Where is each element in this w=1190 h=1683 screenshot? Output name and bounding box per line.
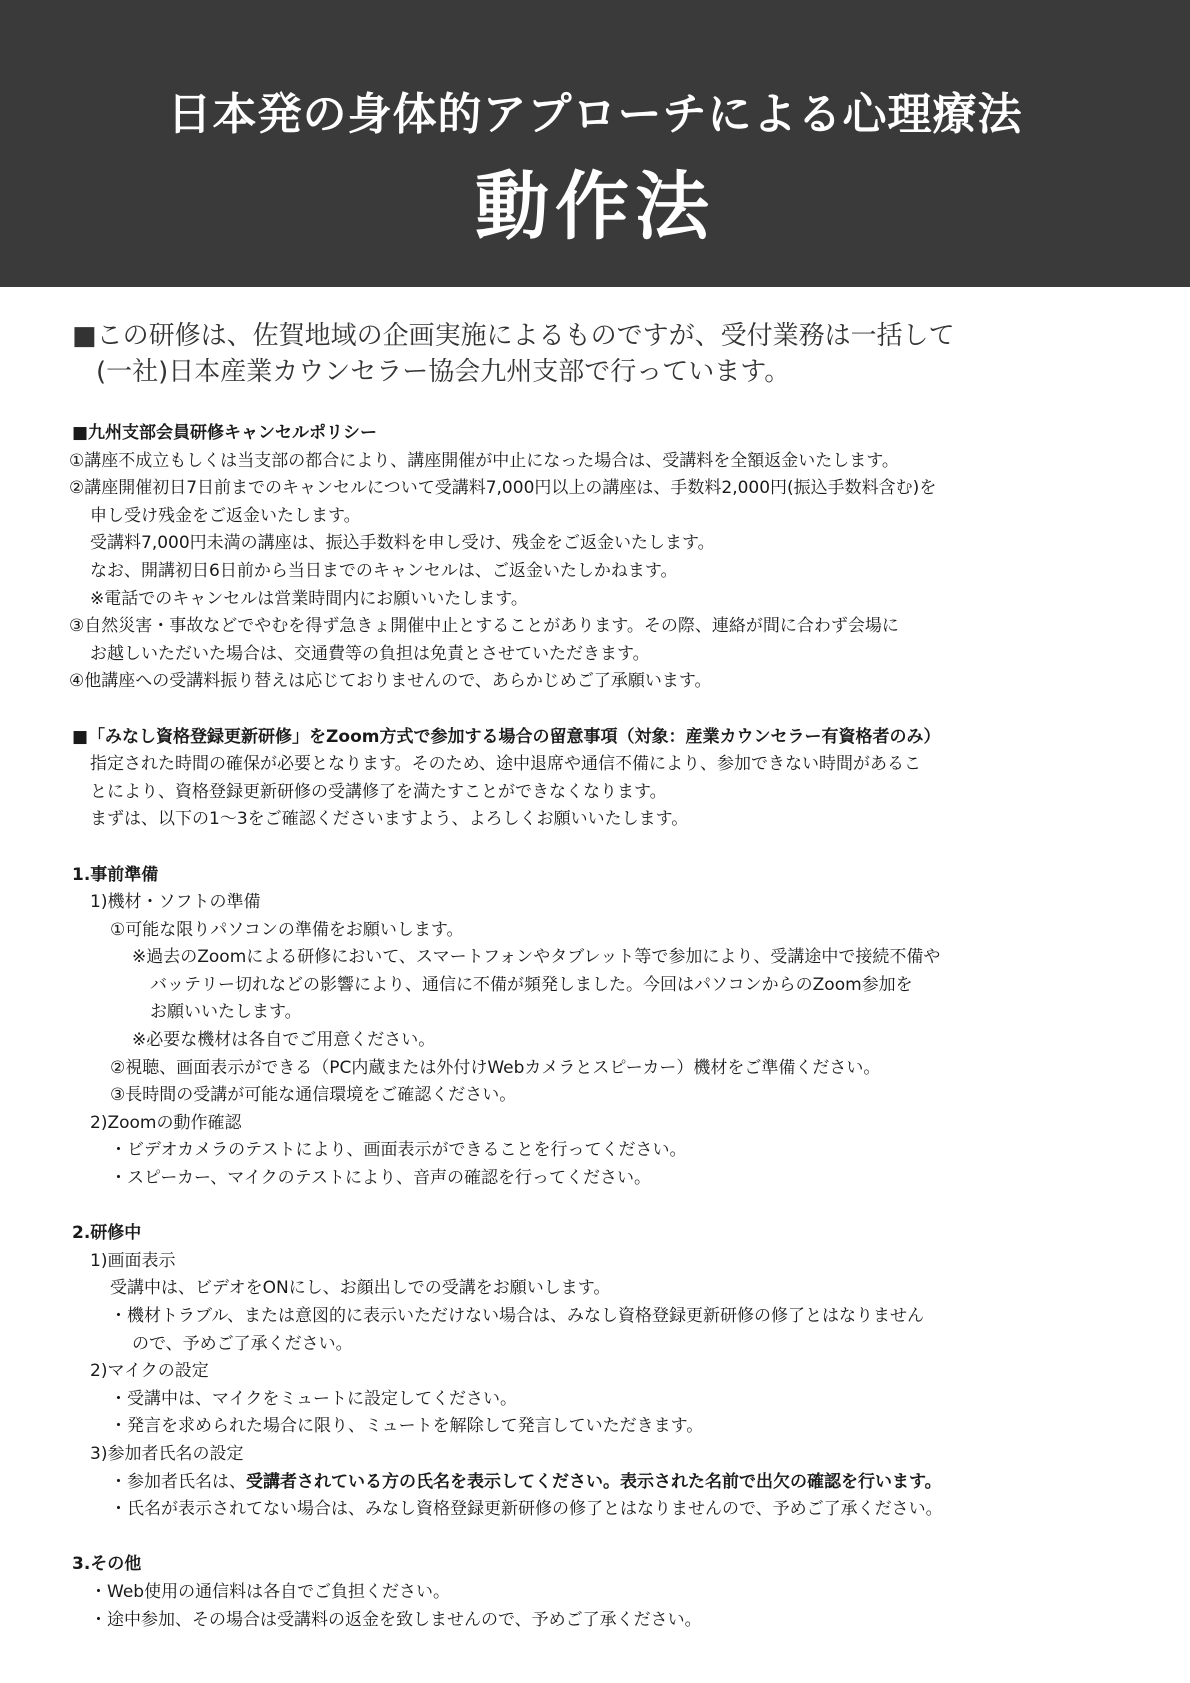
section-3-bullet: ・途中参加、その場合は受講料の返金を致しませんので、予めご了承ください。 — [90, 1609, 702, 1630]
section-1-note: ※過去のZoomによる研修において、スマートフォンやタブレット等で参加により、受講途中で接続不備や — [132, 947, 941, 968]
section-3-heading: 3.その他 — [72, 1554, 142, 1575]
cancel-policy-line: 申し受け残金をご返金いたします。 — [90, 505, 361, 526]
cancel-policy-line: ④他講座への受講料振り替えは応じておりませんので、あらかじめご了承願います。 — [69, 671, 712, 692]
section-2-bullet-name-display — [72, 1469, 1122, 1497]
zoom-notes-line: とにより、資格登録更新研修の受講修了を満たすことができなくなります。 — [90, 781, 667, 802]
cancel-policy-line: 受講料7,000円未満の講座は、振込手数料を申し受け、残金をご返金いたします。 — [90, 533, 715, 554]
section-2-bullet: ・機材トラブル、または意図的に表示いただけない場合は、みなし資格登録更新研修の修了とはなりません — [110, 1306, 924, 1326]
document-body — [69, 420, 1122, 1634]
bullet-prefix: ・参加者氏名は、 — [110, 1471, 246, 1492]
cancel-policy-line: ①講座不成立もしくは当支部の都合により、講座開催が中止になった場合は、受講料を全額返金いたします。 — [69, 450, 899, 471]
cancel-policy-line: ※電話でのキャンセルは営業時間内にお願いいたします。 — [90, 588, 528, 609]
section-1-note: バッテリー切れなどの影響により、通信に不備が頻発しました。今回はパソコンからのZoom参加を — [150, 974, 913, 995]
section-1-heading: 1.事前準備 — [72, 864, 159, 885]
cancel-policy-line: ③自然災害・事故などでやむを得ず急きょ開催中止とすることがあります。その際、連絡が間に合わず会場に — [69, 616, 899, 637]
section-1-item-3: ③長時間の受講が可能な通信環境をご確認ください。 — [110, 1085, 517, 1106]
section-1-bullet: ・スピーカー、マイクのテストにより、音声の確認を行ってください。 — [110, 1168, 651, 1189]
banner-title: 動作法 — [475, 164, 715, 250]
cancel-policy-line: ②講座開催初日7日前までのキャンセルについて受講料7,000円以上の講座は、手数料2,000円(振込手数料含む)を — [69, 478, 937, 499]
notice-line-2: (一社)日本産業カウンセラー協会九州支部で行っています。 — [96, 357, 791, 387]
banner-subtitle: 日本発の身体的アプローチによる心理療法 — [167, 89, 1023, 140]
notice-line-1: ■この研修は、佐賀地域の企画実施によるものですが、受付業務は一括して — [72, 321, 955, 351]
section-1-sub-2: 2)Zoomの動作確認 — [90, 1112, 242, 1133]
zoom-notes-line: 指定された時間の確保が必要となります。そのため、途中退席や通信不備により、参加できない時間があるこ — [90, 754, 921, 775]
section-2-bullet: ・発言を求められた場合に限り、ミュートを解除して発言していただきます。 — [110, 1416, 704, 1437]
section-2-sub-2: 2)マイクの設定 — [90, 1361, 209, 1382]
zoom-notes-line: まずは、以下の1～3をご確認くださいますよう、よろしくお願いいたします。 — [90, 809, 689, 830]
section-1-note: お願いいたします。 — [150, 1002, 302, 1023]
section-2-text: 受講中は、ビデオをONにし、お顔出しでの受講をお願いします。 — [110, 1278, 611, 1299]
section-1-item-1: ①可能な限りパソコンの準備をお願いします。 — [110, 919, 464, 940]
section-2-sub-1: 1)画面表示 — [90, 1250, 176, 1271]
section-1-note: ※必要な機材は各自でご用意ください。 — [132, 1030, 436, 1051]
section-2-bullet: ・受講中は、マイクをミュートに設定してください。 — [110, 1388, 517, 1409]
reception-notice — [72, 318, 1152, 390]
section-3-bullet: ・Web使用の通信料は各自でご負担ください。 — [90, 1581, 451, 1602]
section-2-bullet: ・氏名が表示されてない場合は、みなし資格登録更新研修の修了とはなりませんので、予めご了承ください。 — [110, 1499, 943, 1520]
section-2-heading: 2.研修中 — [72, 1223, 142, 1244]
bullet-emphasis: 受講者されている方の氏名を表示してください。表示された名前で出欠の確認を行います。 — [246, 1471, 942, 1492]
section-1-bullet: ・ビデオカメラのテストにより、画面表示ができることを行ってください。 — [110, 1140, 687, 1161]
section-1-item-2: ②視聴、画面表示ができる（PC内蔵または外付けWebカメラとスピーカー）機材をご準備ください。 — [110, 1057, 881, 1078]
section-2-bullet-cont: ので、予めご了承ください。 — [132, 1333, 353, 1354]
zoom-notes-heading: ■「みなし資格登録更新研修」をZoom方式で参加する場合の留意事項（対象：産業カウンセラー有資格者のみ） — [72, 726, 941, 747]
cancel-policy-line: お越しいただいた場合は、交通費等の負担は免責とさせていただきます。 — [90, 643, 650, 664]
section-1-sub-1: 1)機材・ソフトの準備 — [90, 892, 261, 913]
cancel-policy-line: なお、開講初日6日前から当日までのキャンセルは、ご返金いたしかねます。 — [90, 560, 678, 581]
cancel-policy-heading: ■九州支部会員研修キャンセルポリシー — [72, 423, 378, 443]
title-banner — [0, 0, 1190, 287]
section-2-sub-3: 3)参加者氏名の設定 — [90, 1443, 244, 1464]
